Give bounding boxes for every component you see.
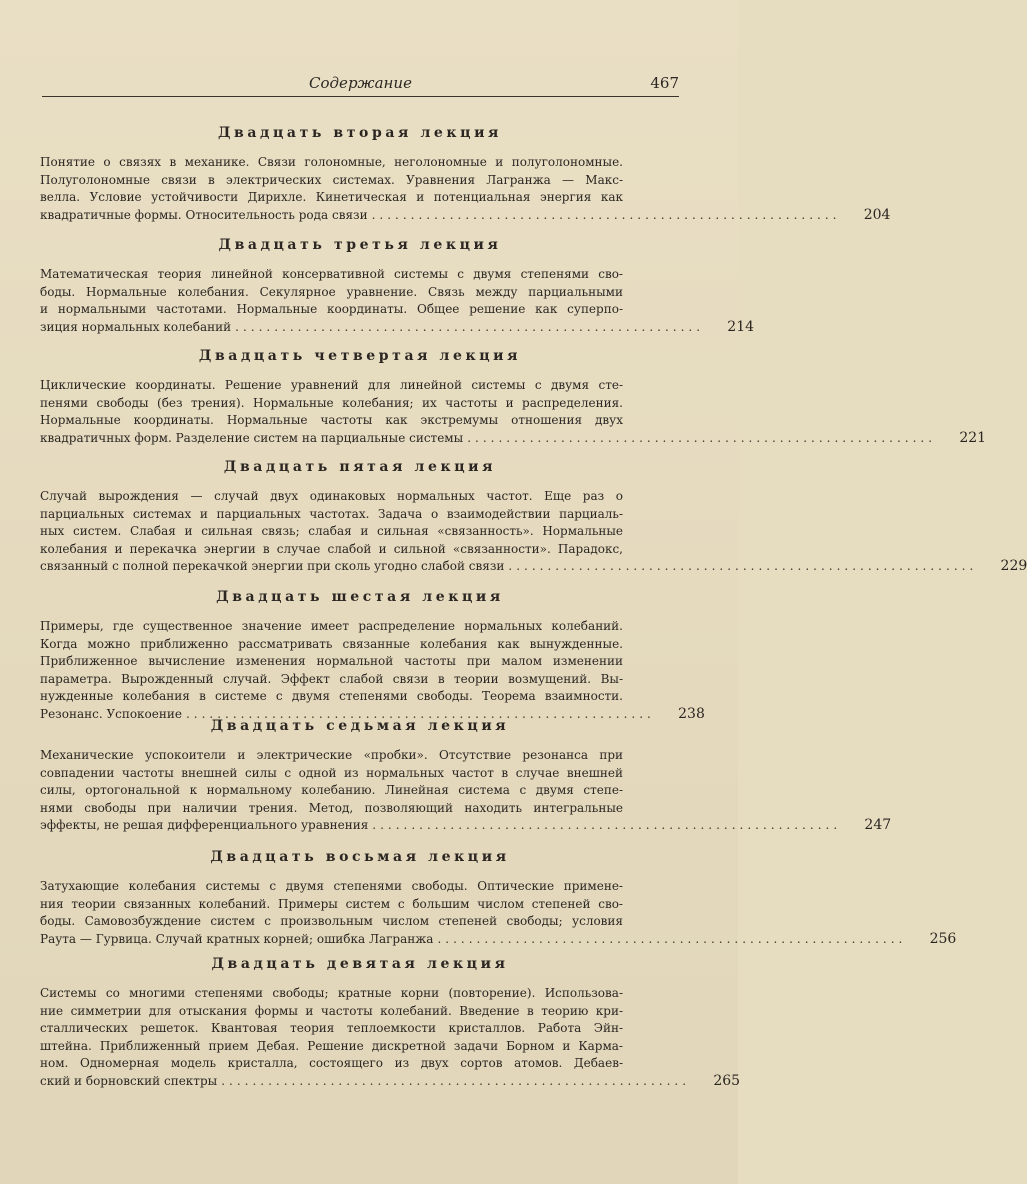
lecture-title: Двадцать шестая лекция [216,589,504,605]
toc-entry-last-line[interactable] [40,558,1027,576]
lecture-title: Двадцать девятая лекция [211,956,509,972]
toc-entry-last-line[interactable] [40,930,957,949]
description-line: Когда можно приближенно рассматривать связанные колебания как вынужденные. [40,636,623,651]
leader-dots: ............................................................ [185,706,655,721]
description-line: штейна. Приближенный прием Дебая. Решение дискретной задачи Борном и Карма- [40,1038,623,1053]
lecture-title: Двадцать пятая лекция [223,459,497,475]
description-line: Циклические координаты. Решение уравнений для линейной системы с двумя сте- [40,378,623,392]
lecture-section [40,458,1027,576]
entry-page-number: 229 [1000,558,1027,575]
description-line: Системы со многими степенями свободы; кратные корни (повторение). Использова- [40,986,623,1000]
entry-page-number: 221 [959,429,987,446]
lecture-title: Двадцать вторая лекция [217,125,503,141]
description-line: Примеры, где существенное значение имеет распределение нормальных колебаний. [40,619,623,633]
lecture-section [40,347,987,447]
entry-page-number: 265 [713,1072,741,1089]
toc-entry-last-line[interactable] [40,1072,741,1091]
leader-dots: ............................................................ [467,430,937,445]
lecture-section [40,848,957,948]
description-line: квадратичных форм. Разделение систем на парциальные системы [40,430,464,445]
description-line: Раута — Гурвица. Случай кратных корней; ошибка Лагранжа [40,931,434,946]
entry-page-number: 214 [727,318,755,335]
lecture-section [40,955,741,1091]
description-line: пенями свободы (без трения). Нормальные колебания; их частоты и распределения. [40,395,623,410]
toc-entry-last-line[interactable] [40,206,891,225]
description-line: Резонанс. Успокоение [40,706,182,721]
description-line: Механические успокоители и электрические «пробки». Отсутствие резонанса при [40,748,623,762]
description-line: парциальных системах и парциальных частотах. Задача о взаимодействии парциаль- [40,506,623,521]
lecture-title: Двадцать седьмая лекция [210,718,510,734]
description-line: колебания и перекачка энергии в случае слабой и сильной «связанности». Парадокс, [40,541,623,556]
description-line: силы, ортогональной к нормальному колебанию. Линейная система с двумя степе- [40,783,623,798]
description-line: ния теории связанных колебаний. Примеры систем с большим числом степеней сво- [40,896,623,911]
description-line: нями свободы при наличии трения. Метод, позволяющий находить интегральные [40,800,623,815]
description-line: связанный с полной перекачкой энергии при сколь угодно слабой связи [40,559,505,574]
toc-entry-last-line[interactable] [40,318,755,337]
leader-dots: ............................................................ [221,1073,691,1088]
description-line: зиция нормальных колебаний [40,319,232,334]
page-number: 467 [650,74,679,92]
description-line: Нормальные координаты. Нормальные частоты как экстремумы отношения двух [40,413,623,428]
leader-dots: ............................................................ [508,559,978,574]
description-line: боды. Нормальные колебания. Секулярное уравнение. Связь между парциальными [40,284,623,299]
entry-page-number: 238 [678,705,705,722]
description-line: сталлических решеток. Квантовая теория теплоемкости кристаллов. Работа Эйн- [40,1021,623,1036]
entry-page-number: 204 [863,206,891,223]
leader-dots: ............................................................ [235,319,705,334]
description-line: Случай вырождения — случай двух одинаковых нормальных частот. Еще раз о [40,489,623,503]
description-line: совпадении частоты внешней силы с одной из нормальных частот в случае внешней [40,765,623,780]
description-line: ном. Одномерная модель кристалла, состоящего из двух сортов атомов. Дебаев- [40,1056,623,1071]
lecture-title: Двадцать третья лекция [218,237,502,253]
lecture-section [40,717,892,835]
description-line: Приближенное вычисление изменения нормальной частоты при малом изменении [40,654,623,669]
running-title: Содержание [309,74,412,92]
description-line: Полуголономные связи в электрических системах. Уравнения Лагранжа — Макс- [40,172,623,187]
description-line: Математическая теория линейной консервативной системы с двумя степенями сво- [40,267,623,281]
description-line: нужденные колебания в системе с двумя степенями свободы. Теорема взаимности. [40,689,623,704]
entry-page-number: 256 [929,930,957,947]
toc-entry-last-line[interactable] [40,817,892,835]
lecture-section [40,124,891,224]
running-head [42,70,679,97]
description-line: боды. Самовозбуждение систем с произвольным числом степеней свободы; условия [40,914,623,929]
description-line: Понятие о связях в механике. Связи голономные, неголономные и полуголономные. [40,155,623,169]
description-line: Затухающие колебания системы с двумя степенями свободы. Оптические примене- [40,879,623,893]
entry-page-number: 247 [864,817,892,834]
lecture-section [40,588,705,724]
description-line: ние симметрии для отыскания формы и частоты колебаний. Введение в теорию кри- [40,1003,623,1018]
leader-dots: ............................................................ [371,207,841,222]
description-line: квадратичные формы. Относительность рода связи [40,207,368,222]
description-line: эффекты, не решая дифференциального уравнения [40,818,369,833]
leader-dots: ............................................................ [372,818,842,833]
lecture-title: Двадцать четвертая лекция [198,348,522,364]
lecture-title: Двадцать восьмая лекция [210,849,510,865]
description-line: ных систем. Слабая и сильная связь; слабая и сильная «связанность». Нормальные [40,524,623,539]
description-line: и нормальными частотами. Нормальные координаты. Общее решение как суперпо- [40,302,623,317]
description-line: велла. Условие устойчивости Дирихле. Кинетическая и потенциальная энергия как [40,190,623,205]
description-line: параметра. Вырожденный случай. Эффект слабой связи в теории возмущений. Вы- [40,671,623,686]
toc-entry-last-line[interactable] [40,429,987,448]
lecture-section [40,236,755,336]
description-line: ский и борновский спектры [40,1073,218,1088]
leader-dots: ............................................................ [437,931,907,946]
